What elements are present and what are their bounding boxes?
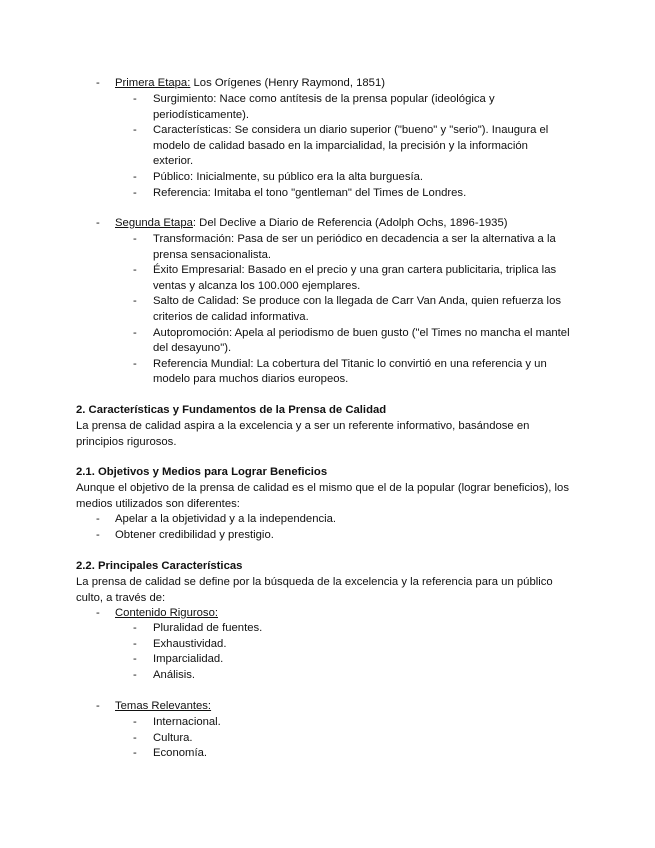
etapa1-label: Primera Etapa: bbox=[115, 77, 191, 89]
list-item: - Público: Inicialmente, su público era la alta burguesía. bbox=[133, 170, 424, 183]
group1-list bbox=[133, 621, 433, 683]
list-item: - Imparcialidad. bbox=[133, 653, 224, 666]
list-item: - Cultura. bbox=[133, 731, 193, 744]
list-item: - Obtener credibilidad y prestigio. bbox=[96, 528, 274, 541]
list-item: - Economía. bbox=[133, 747, 208, 760]
etapa2-title: : Del Declive a Diario de Referencia (Adolph Ochs, 1896-1935) bbox=[192, 217, 508, 229]
list-item: - Salto de Calidad: Se produce con la llegada de Carr Van Anda, quien refuerza los criterios de calidad informativa. bbox=[133, 295, 562, 323]
list-item: - Surgimiento: Nace como antítesis de la prensa popular (ideológica y periodísticamente). bbox=[133, 93, 495, 121]
section-2-2-heading: 2.2. Principales Características bbox=[76, 560, 243, 572]
group1-line: - Contenido Riguroso: bbox=[96, 607, 218, 619]
group2-list bbox=[133, 715, 433, 762]
list-item: - Éxito Empresarial: Basado en el precio y una gran cartera publicitaria, triplica las ventas y alcanza los 100.000 ejemplares. bbox=[133, 264, 557, 292]
section-2-1-heading: 2.1. Objetivos y Medios para Lograr Beneficios bbox=[76, 466, 328, 478]
list-item: - Referencia: Imitaba el tono "gentleman" del Times de Londres. bbox=[133, 186, 467, 199]
group2-label: Temas Relevantes: bbox=[115, 700, 212, 712]
list-item: - Autopromoción: Apela al periodismo de buen gusto ("el Times no mancha el mantel del desayuno"). bbox=[133, 326, 570, 355]
section-2-1-list bbox=[96, 512, 576, 543]
etapa2-list bbox=[133, 232, 578, 388]
section-2-1-text: Aunque el objetivo de la prensa de calidad es el mismo que el de la popular (lograr beneficios), los medios utilizados son diferentes: bbox=[76, 482, 569, 510]
section-2-2-text: La prensa de calidad se define por la búsqueda de la excelencia y la referencia para un público culto, a través de: bbox=[76, 576, 553, 604]
list-item: - Apelar a la objetividad y a la independencia. bbox=[96, 513, 337, 525]
group1-label: Contenido Riguroso: bbox=[115, 607, 218, 619]
list-item: - Referencia Mundial: La cobertura del Titanic lo convirtió en una referencia y un modelo para muchos diarios europeos. bbox=[133, 357, 547, 386]
list-item: - Características: Se considera un diario superior ("bueno" y "serio"). Inaugura el modelo de calidad basado en la imparcialidad, la precisión y la información exterior. bbox=[133, 124, 549, 168]
etapa1-line: - Primera Etapa: Los Orígenes (Henry Raymond, 1851) bbox=[96, 77, 386, 89]
list-item: - Internacional. bbox=[133, 716, 221, 728]
etapa1-list bbox=[133, 92, 553, 201]
list-item: - Análisis. bbox=[133, 668, 196, 681]
etapa2-label: Segunda Etapa bbox=[115, 217, 193, 229]
list-item: - Pluralidad de fuentes. bbox=[133, 622, 263, 634]
group2-line: - Temas Relevantes: bbox=[96, 700, 212, 712]
etapa1-title: Los Orígenes (Henry Raymond, 1851) bbox=[190, 77, 386, 89]
list-item: - Exhaustividad. bbox=[133, 637, 227, 650]
etapa2-line: - Segunda Etapa: Del Declive a Diario de Referencia (Adolph Ochs, 1896-1935) bbox=[96, 217, 508, 229]
section-2-heading: 2. Características y Fundamentos de la Prensa de Calidad bbox=[76, 404, 387, 416]
section-2-text: La prensa de calidad aspira a la excelencia y a ser un referente informativo, basándose en principios rigurosos. bbox=[76, 420, 530, 448]
list-item: - Transformación: Pasa de ser un periódico en decadencia a ser la alternativa a la prensa sensacionalista. bbox=[133, 233, 556, 261]
